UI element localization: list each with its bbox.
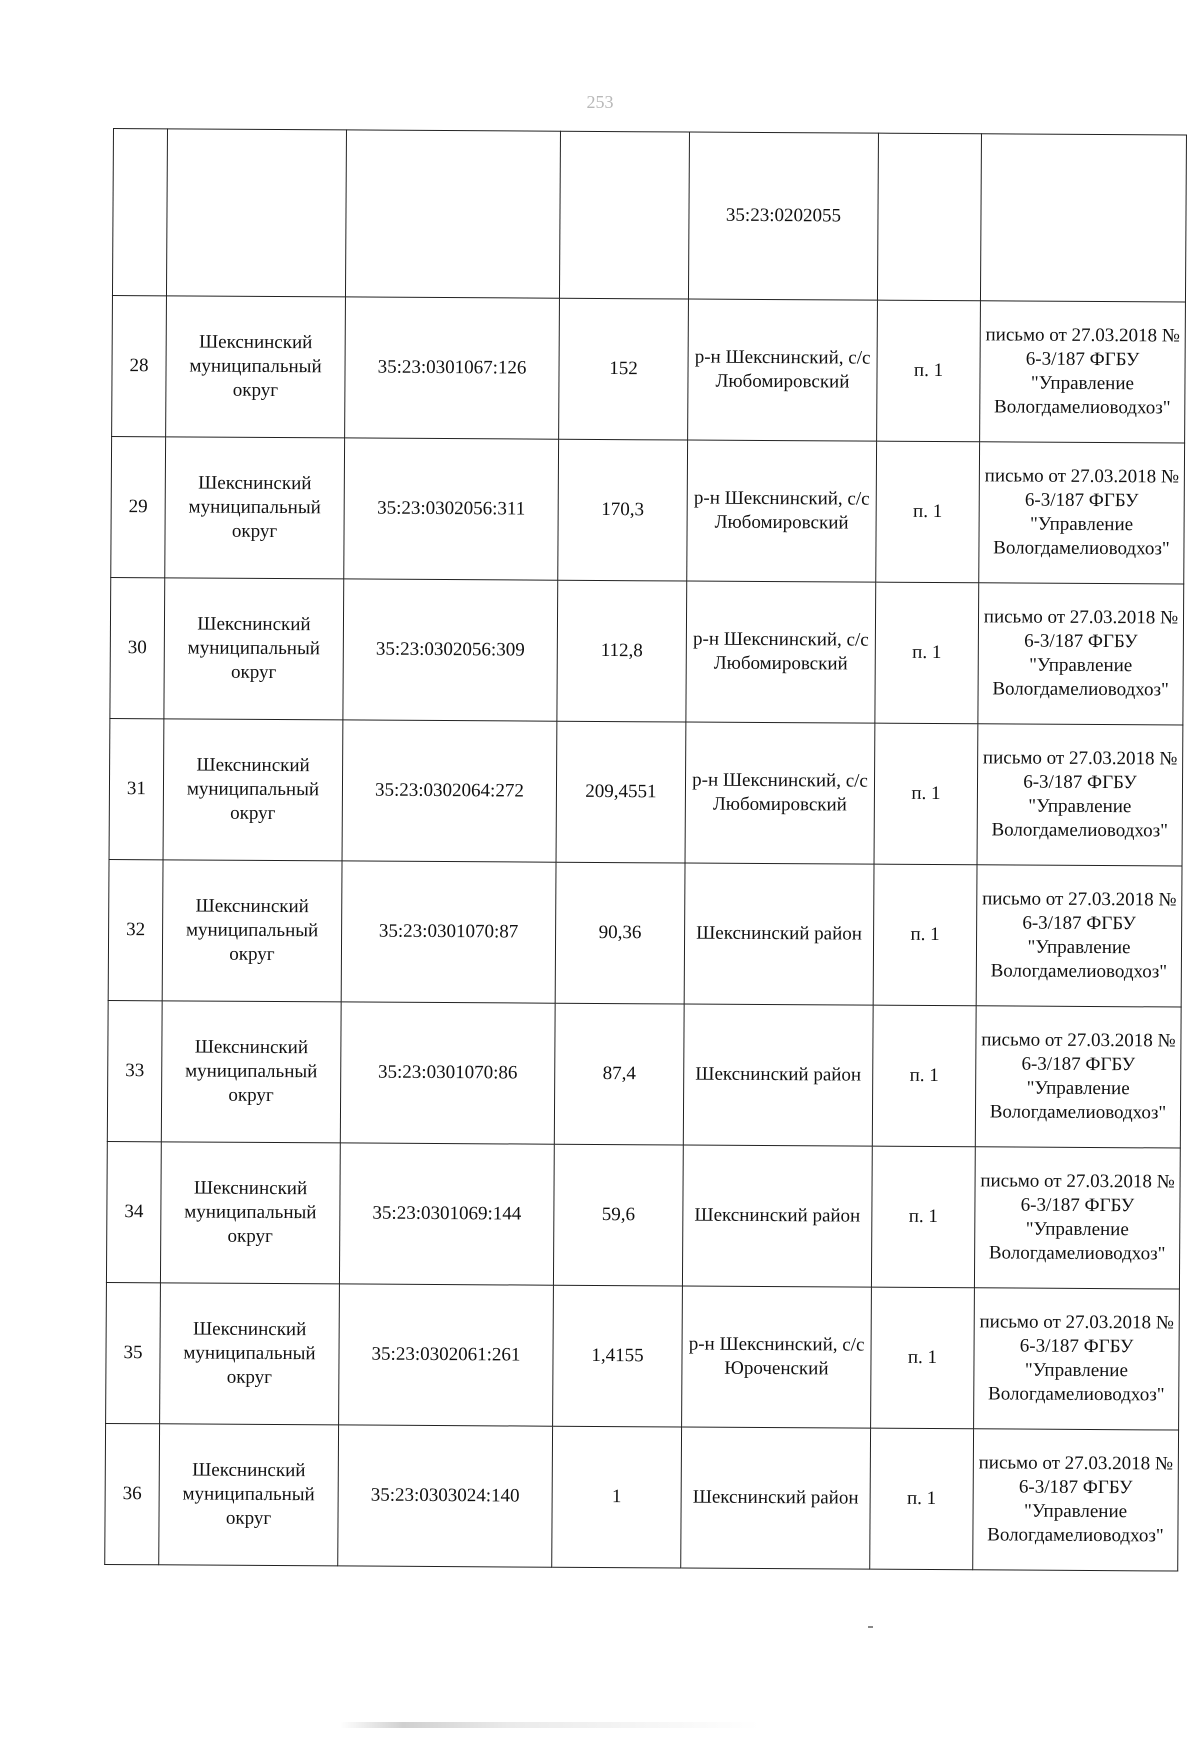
- table-row: [109, 718, 1183, 866]
- cell-area: 1,4155: [553, 1285, 683, 1427]
- cell-basis: письмо от 27.03.2018 № 6-3/187 ФГБУ "Управление Вологдамелиоводхоз": [979, 442, 1185, 584]
- cell-clause: п. 1: [870, 1428, 974, 1570]
- cell-clause: п. 1: [875, 582, 979, 724]
- cell-number: 33: [107, 1000, 162, 1141]
- cell-district: Шекснинский муниципальный округ: [161, 1001, 341, 1143]
- cell-clause: [877, 133, 981, 301]
- cell-basis: [980, 134, 1186, 302]
- cell-cadastral-number: 35:23:0301070:86: [340, 1002, 555, 1144]
- cell-location: Шекснинский район: [681, 1427, 871, 1569]
- cell-district: Шекснинский муниципальный округ: [159, 1424, 339, 1566]
- cell-area: [559, 131, 689, 299]
- table-row: [105, 1423, 1179, 1571]
- cell-number: 32: [108, 859, 163, 1000]
- table-row: [107, 1000, 1181, 1148]
- cell-district: Шекснинский муниципальный округ: [162, 860, 342, 1002]
- cell-cadastral-number: 35:23:0303024:140: [338, 1425, 553, 1567]
- cell-location: р-н Шекснинский, с/с Любомировский: [685, 722, 875, 864]
- cell-location: Шекснинский район: [682, 1145, 872, 1287]
- scan-artifact: [868, 1626, 873, 1628]
- cell-basis: письмо от 27.03.2018 № 6-3/187 ФГБУ "Управление Вологдамелиоводхоз": [978, 583, 1184, 725]
- cell-district: Шекснинский муниципальный округ: [160, 1142, 340, 1284]
- table-row: [111, 436, 1185, 584]
- cell-basis: письмо от 27.03.2018 № 6-3/187 ФГБУ "Управление Вологдамелиоводхоз": [980, 301, 1186, 443]
- cell-location: р-н Шекснинский, с/с Любомировский: [688, 299, 878, 441]
- cell-clause: п. 1: [873, 864, 977, 1006]
- table-row: [106, 1141, 1180, 1289]
- table-row: [108, 859, 1182, 1007]
- cell-number: 30: [110, 577, 165, 718]
- cell-area: 170,3: [558, 439, 688, 581]
- cell-cadastral-number: 35:23:0302064:272: [342, 720, 557, 862]
- cell-location: р-н Шекснинский, с/с Юроченский: [682, 1286, 872, 1428]
- cell-location: Шекснинский район: [684, 863, 874, 1005]
- table-row: [106, 1282, 1180, 1430]
- cell-district: Шекснинский муниципальный округ: [163, 719, 343, 861]
- cell-cadastral-number: 35:23:0302056:311: [344, 438, 559, 580]
- cell-clause: п. 1: [877, 300, 981, 442]
- cell-location: р-н Шекснинский, с/с Любомировский: [687, 440, 877, 582]
- cell-cadastral-number: 35:23:0302061:261: [339, 1284, 554, 1426]
- cell-cadastral-block: 35:23:0202055: [688, 132, 878, 300]
- table-row: [110, 577, 1184, 725]
- cell-basis: письмо от 27.03.2018 № 6-3/187 ФГБУ "Управление Вологдамелиоводхоз": [973, 1429, 1179, 1571]
- cell-number: [112, 129, 167, 296]
- cell-area: 90,36: [555, 862, 685, 1004]
- cell-district: [166, 129, 346, 297]
- cell-number: 29: [111, 436, 166, 577]
- cell-district: Шекснинский муниципальный округ: [164, 578, 344, 720]
- scan-artifact: [340, 1722, 760, 1728]
- cell-district: Шекснинский муниципальный округ: [160, 1283, 340, 1425]
- continuation-row: [112, 129, 1186, 303]
- cell-cadastral-number: 35:23:0302056:309: [343, 579, 558, 721]
- cell-basis: письмо от 27.03.2018 № 6-3/187 ФГБУ "Управление Вологдамелиоводхоз": [974, 1288, 1180, 1430]
- cell-district: Шекснинский муниципальный округ: [165, 437, 345, 579]
- cell-cadastral-number: 35:23:0301069:144: [339, 1143, 554, 1285]
- cell-area: 87,4: [554, 1003, 684, 1145]
- land-registry-table: [104, 128, 1187, 1572]
- cell-number: 34: [106, 1141, 161, 1282]
- table-row: [112, 295, 1186, 443]
- cell-basis: письмо от 27.03.2018 № 6-3/187 ФГБУ "Управление Вологдамелиоводхоз": [974, 1147, 1180, 1289]
- cell-number: 28: [112, 295, 167, 436]
- cell-clause: п. 1: [874, 723, 978, 865]
- cell-cadastral-number: 35:23:0301070:87: [341, 861, 556, 1003]
- cell-basis: письмо от 27.03.2018 № 6-3/187 ФГБУ "Управление Вологдамелиоводхоз": [976, 865, 1182, 1007]
- cell-number: 31: [109, 718, 164, 859]
- cell-clause: п. 1: [872, 1005, 976, 1147]
- cell-area: 1: [552, 1426, 682, 1568]
- cell-basis: письмо от 27.03.2018 № 6-3/187 ФГБУ "Управление Вологдамелиоводхоз": [977, 724, 1183, 866]
- cell-number: 35: [106, 1282, 161, 1423]
- table-body: [105, 129, 1187, 1572]
- cell-area: 59,6: [553, 1144, 683, 1286]
- cell-clause: п. 1: [871, 1146, 975, 1288]
- cell-cadastral-number: 35:23:0301067:126: [345, 297, 560, 439]
- cell-cadastral-number: [345, 130, 560, 298]
- cell-area: 152: [559, 298, 689, 440]
- cell-basis: письмо от 27.03.2018 № 6-3/187 ФГБУ "Управление Вологдамелиоводхоз": [975, 1006, 1181, 1148]
- page-number: 253: [586, 92, 614, 112]
- cell-clause: п. 1: [876, 441, 980, 583]
- cell-number: 36: [105, 1423, 160, 1564]
- cell-area: 209,4551: [556, 721, 686, 863]
- cell-area: 112,8: [557, 580, 687, 722]
- cell-location: р-н Шекснинский, с/с Любомировский: [686, 581, 876, 723]
- cell-location: Шекснинский район: [683, 1004, 873, 1146]
- cell-district: Шекснинский муниципальный округ: [166, 296, 346, 438]
- cell-clause: п. 1: [871, 1287, 975, 1429]
